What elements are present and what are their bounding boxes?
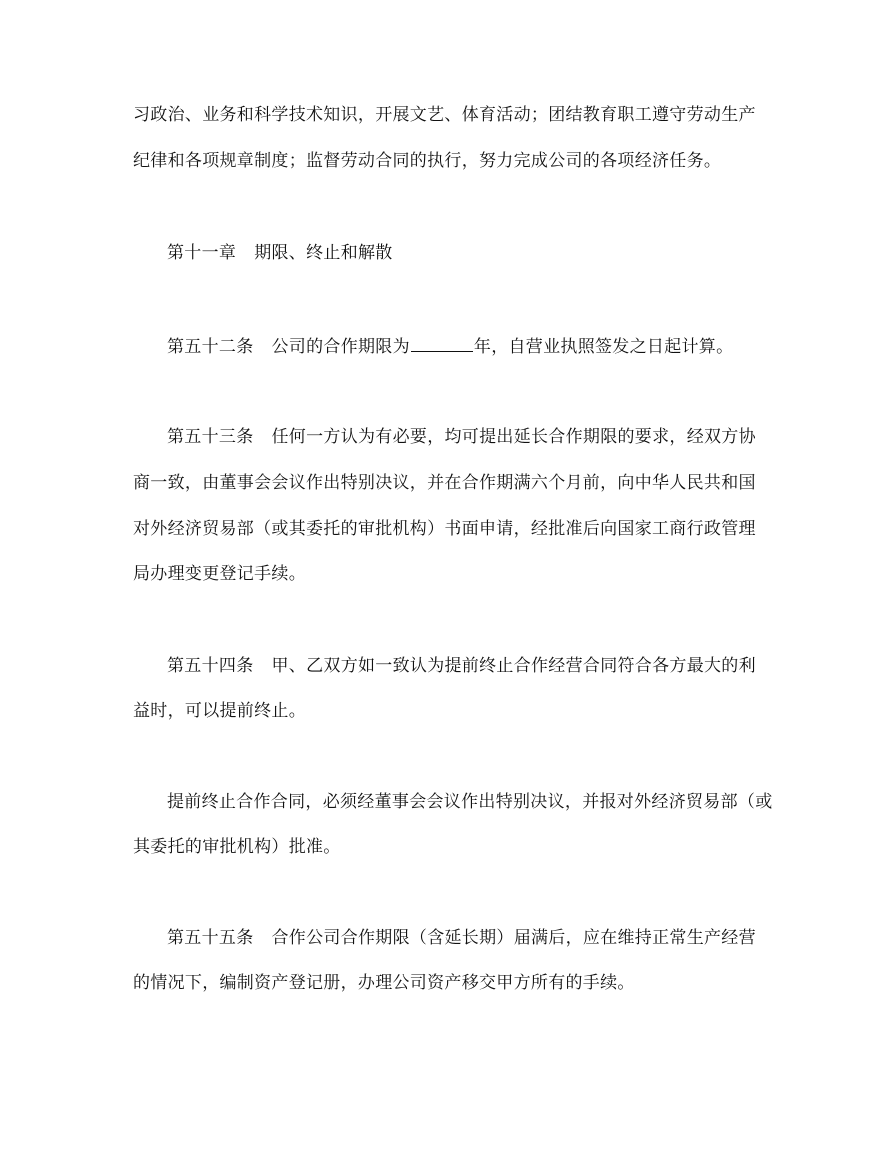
para-b-line-2: 其委托的审批机构）批准。 [133,837,341,857]
article-53-line-1-text: 任何一方认为有必要，均可提出延长合作期限的要求，经双方协 [271,427,756,447]
article-55-line-1 [167,927,773,949]
article-53-line-4: 局办理变更登记手续。 [133,564,306,584]
para-a-line-2: 纪律和各项规章制度；监督劳动合同的执行，努力完成公司的各项经济任务。 [133,151,722,171]
article-55-number: 第五十五条 [167,928,254,948]
article-53-line-3: 对外经济贸易部（或其委托的审批机构）书面申请，经批准后向国家工商行政管理 [133,519,756,539]
article-54-line-1-text: 甲、乙双方如一致认为提前终止合作经营合同符合各方最大的利 [271,656,756,676]
article-53-line-1 [167,426,773,448]
para-b-line-1: 提前终止合作合同，必须经董事会会议作出特别决议，并报对外经济贸易部（或 [167,792,773,812]
article-52-text-before: 公司的合作期限为 [271,337,410,357]
chapter-title: 期限、终止和解散 [254,243,393,263]
article-53-line-2: 商一致，由董事会会议作出特别决议，并在合作期满六个月前，向中华人民共和国 [133,473,756,493]
article-55-line-1-text: 合作公司合作期限（含延长期）届满后，应在维持正常生产经营 [271,928,756,948]
article-52-number: 第五十二条 [167,337,254,357]
term-years-blank [411,335,473,352]
chapter-heading [167,242,773,264]
article-54-line-1 [167,655,773,677]
article-55-line-2: 的情况下，编制资产登记册，办理公司资产移交甲方所有的手续。 [133,973,635,993]
chapter-number: 第十一章 [167,243,237,263]
article-54-number: 第五十四条 [167,656,254,676]
article-53-number: 第五十三条 [167,427,254,447]
article-54-line-2: 益时，可以提前终止。 [133,701,306,721]
article-52 [167,335,773,358]
article-52-text-after: 年，自营业执照签发之日起计算。 [473,337,734,357]
para-a-line-1: 习政治、业务和科学技术知识，开展文艺、体育活动；团结教育职工遵守劳动生产 [133,105,756,125]
